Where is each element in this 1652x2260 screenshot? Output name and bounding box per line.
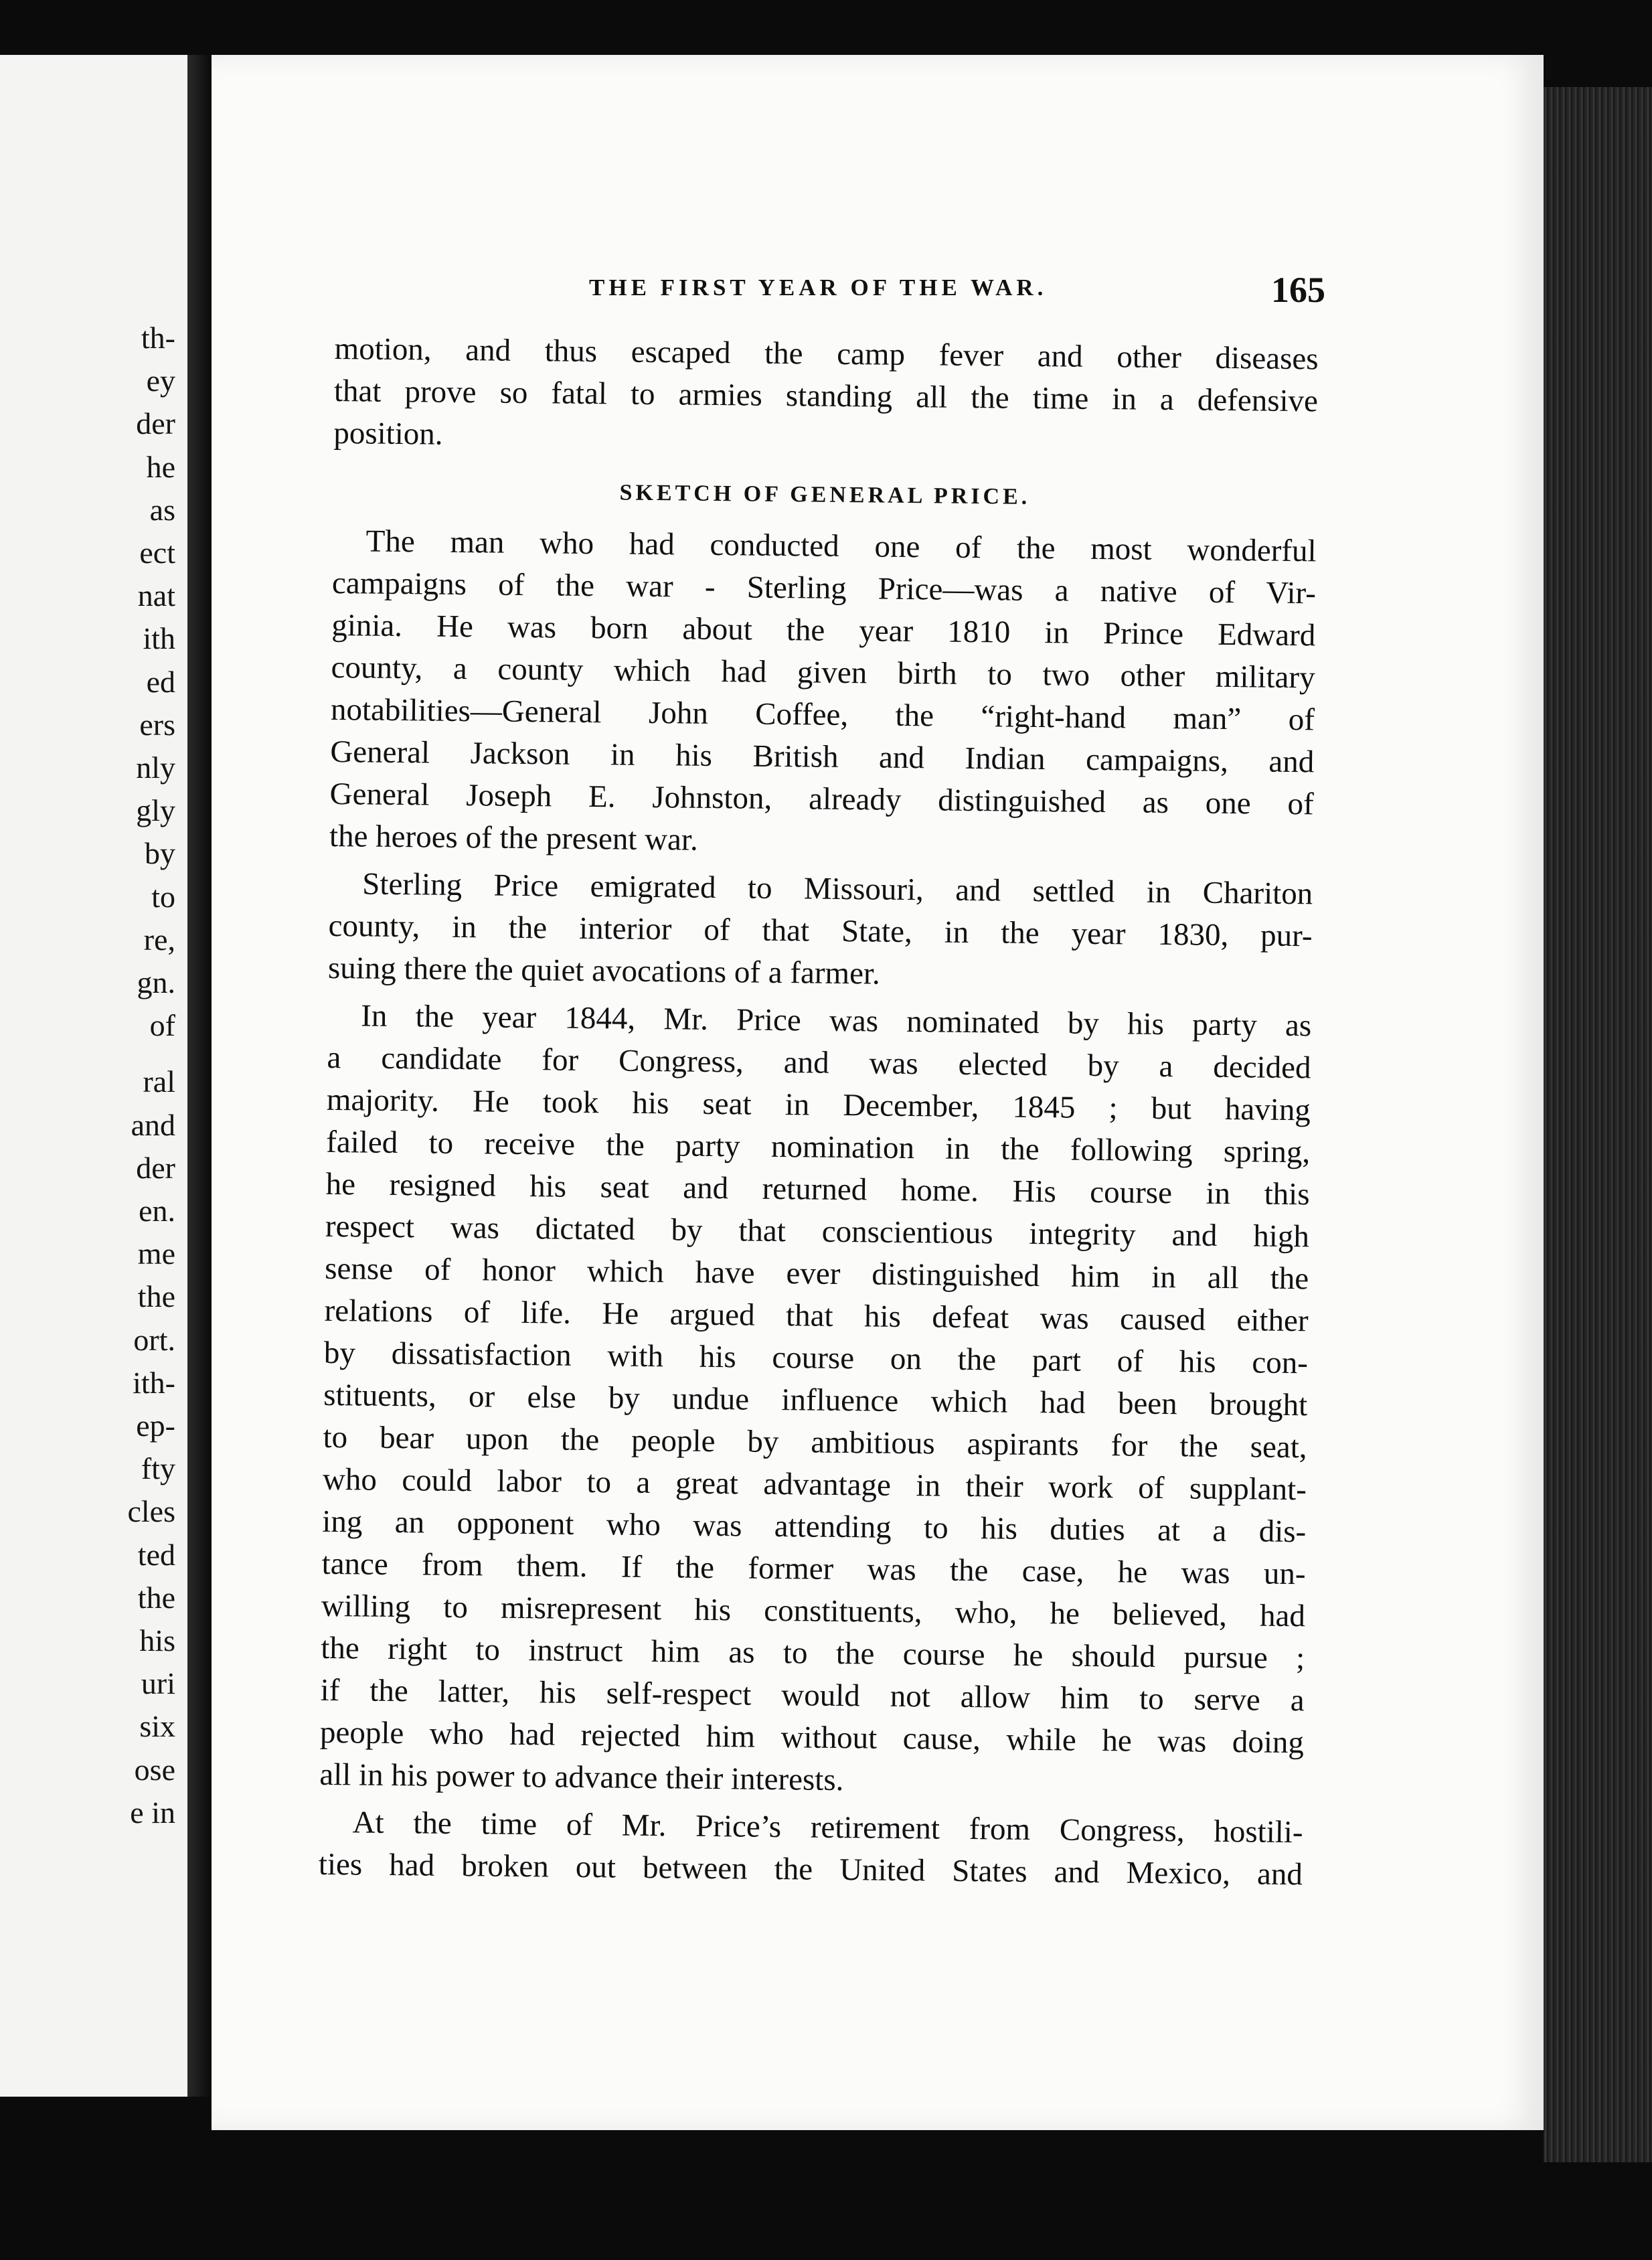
left-page-fragment: der: [136, 406, 175, 441]
text-line: if the latter, his self-respect would not allow him to serve a: [320, 1672, 1305, 1718]
text-line: suing there the quiet avocations of a farmer.: [327, 950, 881, 991]
text-line: relations of life. He argued that his defeat was caused either: [324, 1293, 1309, 1339]
paragraph: [333, 328, 1319, 465]
left-page-fragment: gly: [136, 793, 175, 828]
body-text: [319, 328, 1319, 1901]
left-page-fragment: as: [149, 492, 175, 527]
text-line: he resigned his seat and returned home. His course in this: [325, 1166, 1310, 1212]
left-page-fragment: cles: [127, 1494, 175, 1529]
left-page-fragment: he: [146, 449, 175, 484]
left-page-fragment: ith: [143, 621, 175, 656]
left-page-fragment: me: [137, 1236, 175, 1271]
text-line: ties had broken out between the United States and Mexico, and: [318, 1846, 1303, 1892]
text-line: to bear upon the people by ambitious aspirants for the seat,: [323, 1419, 1307, 1465]
left-page-fragment: ect: [139, 536, 175, 570]
text-line: motion, and thus escaped the camp fever and other diseases: [334, 331, 1319, 377]
text-line: position.: [333, 415, 443, 452]
text-line: The man who had conducted one of the most wonderful: [365, 523, 1317, 569]
left-page-fragment: ort.: [133, 1322, 175, 1357]
page-number: 165: [1271, 270, 1325, 310]
text-line: people who had rejected him without cause, while he was doing: [319, 1714, 1305, 1761]
text-line: all in his power to advance their interests.: [319, 1757, 844, 1798]
text-line: ing an opponent who was attending to his duties at a dis-: [322, 1504, 1307, 1550]
text-line: notabilities—General John Coffee, the “right-hand man” of: [330, 692, 1315, 738]
left-page-fragment: der: [136, 1150, 175, 1185]
text-line: At the time of Mr. Price’s retirement from Congress, hostili-: [352, 1805, 1303, 1850]
left-page-fragment: ed: [146, 664, 175, 699]
text-line: Sterling Price emigrated to Missouri, and settled in Chariton: [362, 866, 1313, 912]
adjacent-left-page: [0, 55, 187, 2097]
left-page-fragment: ith-: [133, 1365, 175, 1400]
paragraph: [319, 1801, 1303, 1896]
text-line: In the year 1844, Mr. Price was nominated by his party as: [360, 998, 1312, 1044]
text-line: tance from them. If the former was the case, he was un-: [321, 1546, 1306, 1592]
text-line: by dissatisfaction with his course on the part of his con-: [323, 1335, 1309, 1381]
text-line: sense of honor which have ever distinguished him in all the: [325, 1250, 1309, 1297]
left-page-fragment: his: [139, 1623, 175, 1658]
text-line: General Joseph E. Johnston, already distinguished as one of: [329, 776, 1314, 822]
left-page-fragment: th-: [141, 321, 175, 355]
paragraph: [319, 995, 1311, 1806]
left-page-fragment: e in: [130, 1795, 175, 1830]
left-page-fragment: to: [151, 879, 175, 914]
text-line: stituents, or else by undue influence which had been brought: [323, 1377, 1308, 1423]
text-line: the right to instruct him as to the course he should pursue ;: [321, 1630, 1305, 1676]
text-line: who could labor to a great advantage in their work of supplant-: [322, 1461, 1307, 1508]
left-page-fragment: ted: [137, 1537, 175, 1572]
text-line: ginia. He was born about the year 1810 in Prince Edward: [331, 607, 1316, 653]
text-line: majority. He took his seat in December, 1845 ; but having: [326, 1082, 1311, 1128]
left-page-fragment: by: [145, 836, 175, 871]
left-page-fragment: the: [137, 1580, 175, 1615]
left-page-fragment: uri: [141, 1666, 175, 1701]
left-page-fragment: ers: [139, 707, 175, 742]
text-line: county, a county which had given birth to two other military: [331, 649, 1315, 696]
text-line: county, in the interior of that State, in the year 1830, pur-: [328, 908, 1313, 954]
left-page-fragment: en.: [139, 1194, 175, 1228]
paragraph: [329, 520, 1317, 868]
book-gutter: [187, 55, 212, 2097]
text-line: General Jackson in his British and Indian campaigns, and: [330, 734, 1315, 780]
text-line: a candidate for Congress, and was elected by a decided: [327, 1040, 1311, 1086]
left-page-fragment: ose: [134, 1752, 175, 1787]
text-line: failed to receive the party nomination in the following spring,: [325, 1124, 1311, 1170]
left-page-fragment: fty: [141, 1451, 175, 1486]
left-page-fragment: ey: [146, 364, 175, 398]
section-heading: SKETCH OF GENERAL PRICE.: [619, 480, 1031, 509]
text-line: that prove so fatal to armies standing all the time in a defensive: [333, 373, 1319, 419]
text-line: the heroes of the present war.: [329, 818, 699, 858]
left-page-fragment: nly: [136, 750, 175, 785]
left-page-fragment: gn.: [137, 965, 175, 999]
text-line: willing to misrepresent his constituents, who, he believed, had: [321, 1588, 1306, 1634]
paragraph: [328, 863, 1313, 999]
page-stack-edge: [1544, 87, 1652, 2162]
left-page-fragment: re,: [143, 922, 175, 957]
running-head: THE FIRST YEAR OF THE WAR.: [589, 274, 1048, 301]
left-page-fragment: ep-: [136, 1408, 175, 1443]
left-page-fragment: the: [137, 1279, 175, 1314]
text-line: campaigns of the war - Sterling Price—was a native of Vir-: [331, 565, 1317, 611]
left-page-fragment: six: [139, 1709, 175, 1744]
left-page-fragment: and: [131, 1107, 175, 1142]
left-page-fragment: of: [149, 1008, 175, 1043]
text-line: respect was dictated by that conscientious integrity and high: [325, 1208, 1310, 1255]
left-page-fragment: nat: [137, 578, 175, 613]
left-page-fragment: ral: [143, 1064, 175, 1099]
